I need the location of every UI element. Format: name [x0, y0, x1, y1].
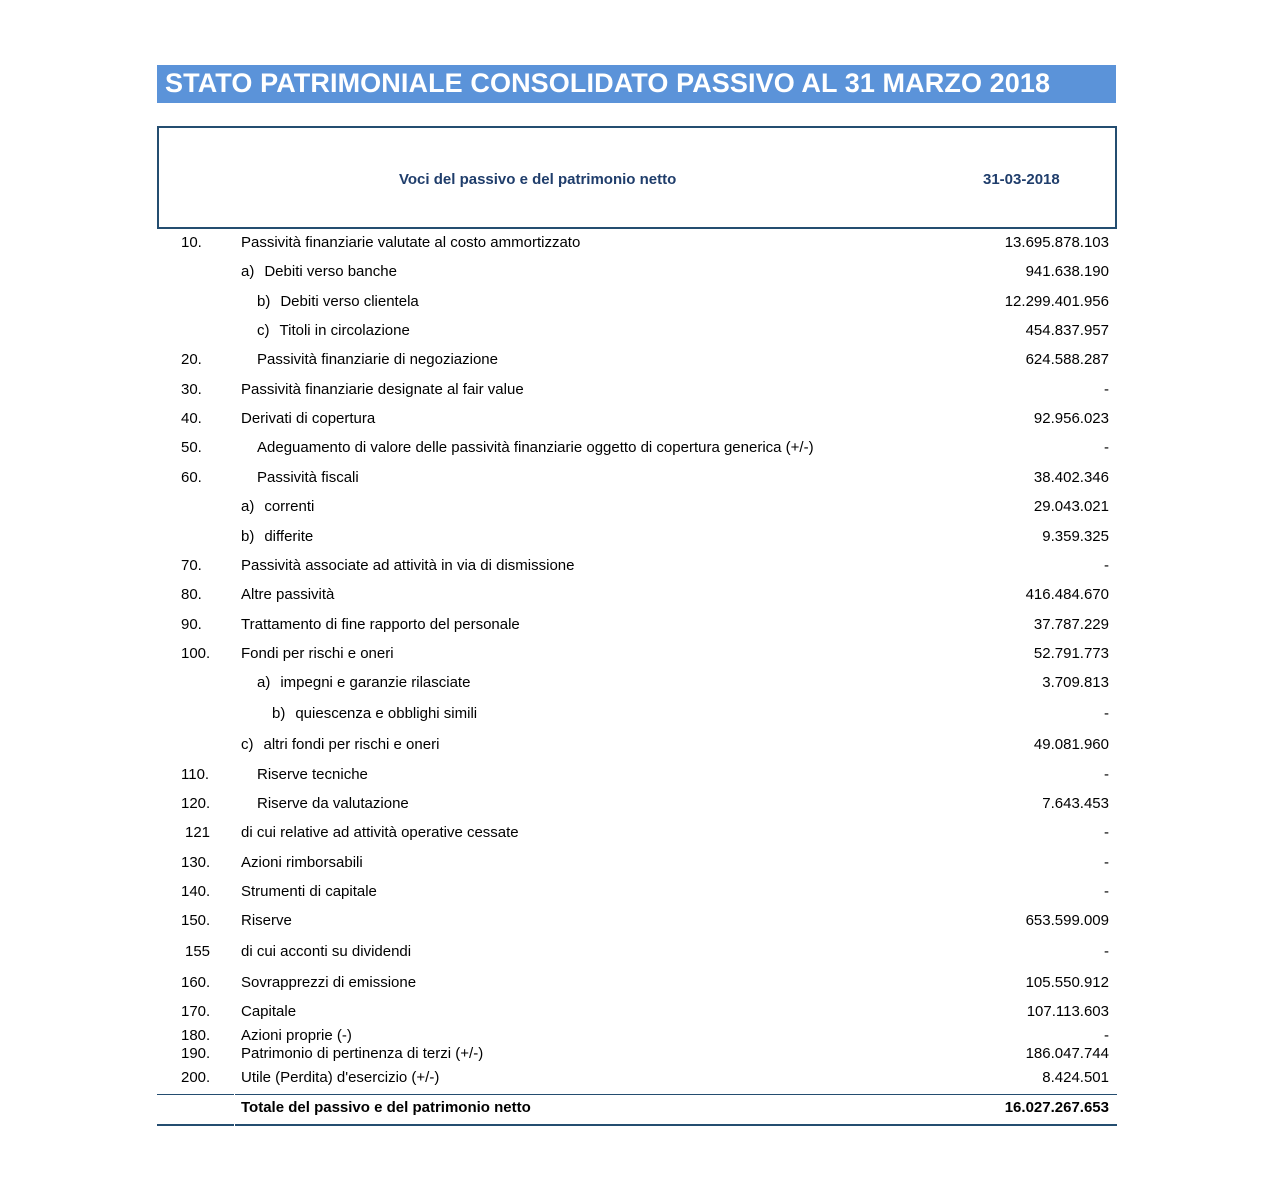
row-label: Riserve tecniche	[257, 766, 368, 783]
page-title: STATO PATRIMONIALE CONSOLIDATO PASSIVO AL 31 MARZO 2018	[165, 68, 1051, 98]
table-row	[157, 497, 1117, 517]
row-label: Derivati di copertura	[241, 410, 376, 427]
row-number: 10.	[181, 234, 202, 251]
row-label: Riserve da valutazione	[257, 795, 409, 812]
table-row	[157, 1044, 1117, 1064]
row-value: -	[1104, 883, 1109, 900]
row-letter: a)	[241, 498, 255, 515]
table-header	[157, 126, 1117, 229]
row-letter: b)	[257, 293, 271, 310]
header-voci-label: Voci del passivo e del patrimonio netto	[399, 171, 677, 188]
row-number: 155	[185, 943, 211, 960]
table-row	[157, 911, 1117, 931]
row-letter: b)	[241, 528, 255, 545]
table-row	[157, 882, 1117, 902]
row-value: 92.956.023	[1033, 410, 1109, 427]
table-row	[157, 468, 1117, 488]
table-row	[157, 973, 1117, 993]
table-row	[157, 942, 1117, 962]
table-row	[157, 615, 1117, 635]
row-label: impegni e garanzie rilasciate	[280, 674, 471, 691]
row-number: 30.	[181, 381, 202, 398]
row-letter: a)	[241, 263, 255, 280]
table-row	[157, 409, 1117, 429]
row-number: 40.	[181, 410, 202, 427]
row-label: Passività finanziarie valutate al costo ammortizzato	[241, 234, 581, 251]
row-number: 120.	[181, 795, 211, 812]
row-value: 107.113.603	[1026, 1003, 1109, 1020]
row-value: 12.299.401.956	[1004, 293, 1109, 310]
row-label: Adeguamento di valore delle passività finanziarie oggetto di copertura generica (+/-)	[257, 439, 814, 456]
total-label: Totale del passivo e del patrimonio netto	[241, 1099, 531, 1116]
row-label: Passività fiscali	[257, 469, 359, 486]
row-value: 416.484.670	[1025, 586, 1109, 603]
title-bar	[157, 65, 1116, 103]
row-label: Trattamento di fine rapporto del personale	[241, 616, 520, 633]
row-value: -	[1104, 439, 1109, 456]
row-label: di cui acconti su dividendi	[241, 943, 412, 960]
row-value: 49.081.960	[1033, 736, 1109, 753]
row-number: 100.	[181, 645, 211, 662]
row-label: Azioni rimborsabili	[241, 854, 363, 871]
row-letter: c)	[257, 322, 270, 339]
total-top-rule	[157, 1094, 1117, 1095]
table-row	[157, 1026, 1117, 1046]
row-value: -	[1104, 943, 1109, 960]
row-label: Passività associate ad attività in via di dismissione	[241, 557, 575, 574]
row-value: 941.638.190	[1025, 263, 1109, 280]
row-label: Azioni proprie (-)	[241, 1027, 352, 1044]
row-number: 180.	[181, 1027, 211, 1044]
row-value: 653.599.009	[1025, 912, 1109, 929]
table-row	[157, 704, 1117, 724]
row-number: 150.	[181, 912, 211, 929]
row-label: Passività finanziarie di negoziazione	[257, 351, 498, 368]
table-row	[157, 823, 1117, 843]
row-number: 70.	[181, 557, 202, 574]
row-number: 110.	[181, 766, 210, 783]
row-label: Sovrapprezzi di emissione	[241, 974, 417, 991]
table-row	[157, 350, 1117, 370]
row-label: Debiti verso clientela	[280, 293, 419, 310]
row-value: -	[1104, 705, 1109, 722]
table-row	[157, 585, 1117, 605]
row-label: differite	[264, 528, 314, 545]
row-number: 20.	[181, 351, 202, 368]
row-value: 7.643.453	[1042, 795, 1109, 812]
row-value: 105.550.912	[1025, 974, 1109, 991]
table-row	[157, 765, 1117, 785]
row-label: Capitale	[241, 1003, 297, 1020]
table-row	[157, 853, 1117, 873]
row-value: -	[1104, 557, 1109, 574]
row-value: 13.695.878.103	[1004, 234, 1109, 251]
table-row	[157, 438, 1117, 458]
table-row	[157, 527, 1117, 547]
table-row	[157, 292, 1117, 312]
row-value: -	[1104, 766, 1109, 783]
total-value: 16.027.267.653	[1004, 1099, 1109, 1116]
row-value: 37.787.229	[1033, 616, 1109, 633]
row-label: Passività finanziarie designate al fair value	[241, 381, 524, 398]
row-label: Strumenti di capitale	[241, 883, 377, 900]
row-letter: b)	[272, 705, 286, 722]
table-row	[157, 673, 1117, 693]
table-row	[157, 380, 1117, 400]
row-number: 60.	[181, 469, 202, 486]
row-label: Fondi per rischi e oneri	[241, 645, 394, 662]
row-label: correnti	[264, 498, 315, 515]
row-label: Titoli in circolazione	[279, 322, 410, 339]
row-label: Debiti verso banche	[264, 263, 397, 280]
row-number: 200.	[181, 1069, 211, 1086]
table-row	[157, 794, 1117, 814]
table-row	[157, 233, 1117, 253]
row-value: -	[1104, 381, 1109, 398]
row-value: -	[1104, 824, 1109, 841]
row-number: 190.	[181, 1045, 211, 1062]
row-letter: a)	[257, 674, 271, 691]
row-value: 186.047.744	[1025, 1045, 1109, 1062]
table-row	[157, 321, 1117, 341]
table-row	[157, 1002, 1117, 1022]
row-label: Patrimonio di pertinenza di terzi (+/-)	[241, 1045, 484, 1062]
row-label: Altre passività	[241, 586, 335, 603]
row-label: Utile (Perdita) d'esercizio (+/-)	[241, 1069, 440, 1086]
table-row	[157, 1068, 1117, 1088]
row-value: 38.402.346	[1033, 469, 1109, 486]
table-row	[157, 644, 1117, 664]
table-row	[157, 556, 1117, 576]
row-value: -	[1104, 1027, 1109, 1044]
row-number: 121	[185, 824, 211, 841]
row-letter: c)	[241, 736, 254, 753]
total-row	[157, 1098, 1117, 1118]
row-value: 52.791.773	[1033, 645, 1109, 662]
row-number: 140.	[181, 883, 211, 900]
row-number: 80.	[181, 586, 202, 603]
total-bottom-rule	[157, 1124, 1117, 1126]
row-value: -	[1104, 854, 1109, 871]
row-number: 90.	[181, 616, 202, 633]
row-label: Riserve	[241, 912, 292, 929]
row-number: 130.	[181, 854, 211, 871]
row-label: di cui relative ad attività operative cessate	[241, 824, 519, 841]
row-value: 8.424.501	[1042, 1069, 1109, 1086]
table-row	[157, 262, 1117, 282]
row-value: 3.709.813	[1042, 674, 1109, 691]
row-number: 50.	[181, 439, 202, 456]
row-value: 9.359.325	[1042, 528, 1109, 545]
row-label: altri fondi per rischi e oneri	[263, 736, 440, 753]
row-value: 624.588.287	[1025, 351, 1109, 368]
row-label: quiescenza e obblighi simili	[295, 705, 478, 722]
table-row	[157, 735, 1117, 755]
row-value: 29.043.021	[1033, 498, 1109, 515]
row-number: 160.	[181, 974, 211, 991]
column-separator	[234, 1094, 235, 1126]
row-number: 170.	[181, 1003, 211, 1020]
row-value: 454.837.957	[1025, 322, 1109, 339]
header-date-label: 31-03-2018	[983, 171, 1060, 188]
